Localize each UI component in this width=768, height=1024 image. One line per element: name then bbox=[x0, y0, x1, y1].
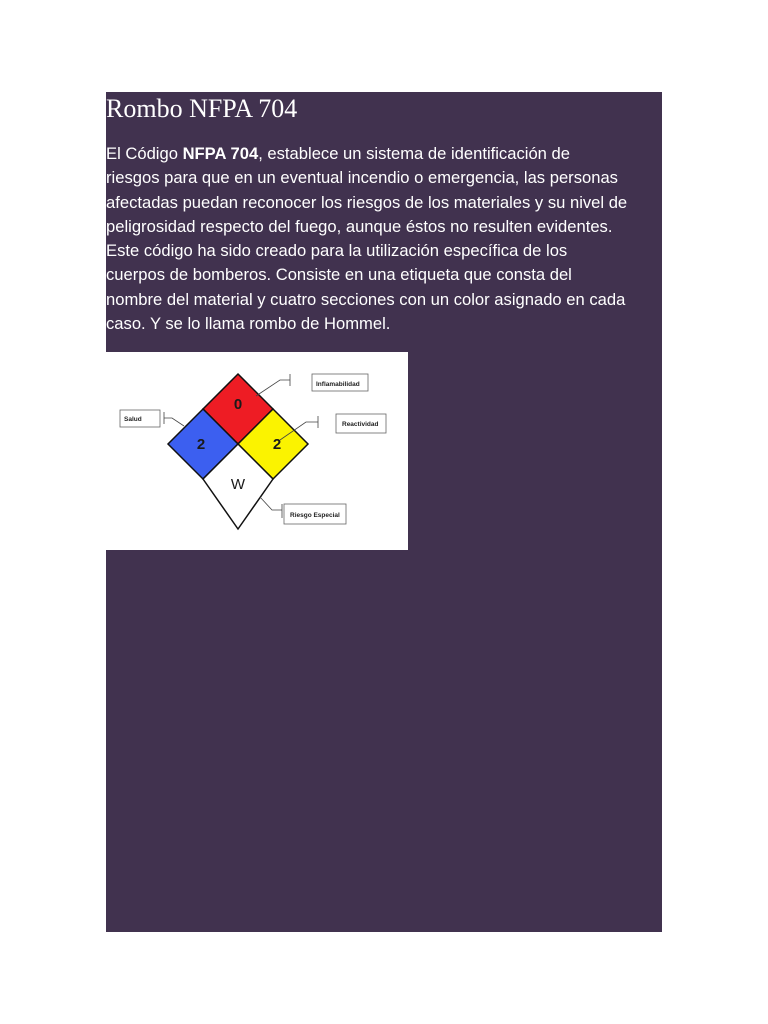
flammability-value: 0 bbox=[233, 396, 243, 413]
nfpa-diamond-svg bbox=[106, 352, 408, 550]
special-label: Riesgo Especial bbox=[290, 512, 340, 519]
flammability-label: Inflamabilidad bbox=[316, 381, 360, 388]
health-value: 2 bbox=[196, 436, 206, 453]
paragraph-line: cuerpos de bomberos. Consiste en una etiqueta que consta del bbox=[106, 265, 572, 285]
paragraph-line: riesgos para que en un eventual incendio o emergencia, las personas bbox=[106, 168, 618, 188]
paragraph-line: nombre del material y cuatro secciones con un color asignado en cada bbox=[106, 289, 626, 309]
line-text: , establece un sistema de identificación de bbox=[258, 144, 570, 163]
bold-term: NFPA 704 bbox=[182, 144, 259, 163]
leader-line bbox=[164, 418, 184, 426]
intro-paragraph bbox=[106, 142, 662, 336]
reactivity-value: 2 bbox=[272, 436, 282, 453]
nfpa-diamond-figure bbox=[106, 352, 408, 550]
paragraph-line: peligrosidad respecto del fuego, aunque éstos no resulten evidentes. bbox=[106, 216, 613, 236]
special-value: W bbox=[230, 476, 246, 493]
paragraph-line: caso. Y se lo llama rombo de Hommel. bbox=[106, 314, 391, 334]
leader-line bbox=[256, 380, 290, 396]
paragraph-line: Este código ha sido creado para la utilización específica de los bbox=[106, 241, 568, 261]
paragraph-line: afectadas puedan reconocer los riesgos de los materiales y su nivel de bbox=[106, 192, 628, 212]
paragraph-line bbox=[106, 142, 662, 166]
document-page bbox=[106, 92, 662, 932]
reactivity-label: Reactividad bbox=[342, 421, 379, 428]
page-title: Rombo NFPA 704 bbox=[106, 94, 298, 123]
leader-line bbox=[260, 497, 282, 510]
line-text: El Código bbox=[106, 144, 183, 163]
health-label: Salud bbox=[124, 416, 142, 423]
